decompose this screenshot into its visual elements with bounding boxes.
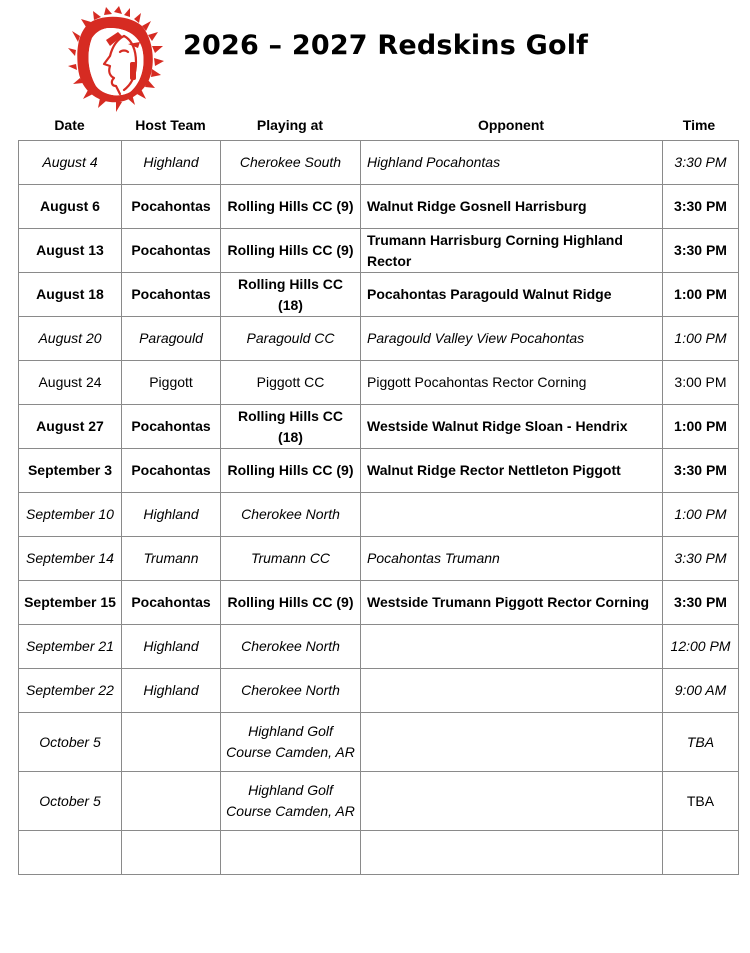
time-cell: 1:00 PM	[663, 405, 739, 449]
host-cell: Pocahontas	[122, 185, 221, 229]
time-cell	[663, 831, 739, 875]
date-cell: August 27	[19, 405, 122, 449]
table-row	[19, 317, 739, 361]
opponent-cell	[361, 493, 663, 537]
time-cell: 3:30 PM	[663, 185, 739, 229]
table-row	[19, 449, 739, 493]
time-cell: 1:00 PM	[663, 493, 739, 537]
host-cell	[122, 713, 221, 772]
host-cell: Pocahontas	[122, 273, 221, 317]
venue-cell: Rolling Hills CC (9)	[221, 581, 361, 625]
opponent-cell: Walnut Ridge Rector Nettleton Piggott	[361, 449, 663, 493]
column-header-playing-at: Playing at	[256, 117, 324, 133]
opponent-cell: Paragould Valley View Pocahontas	[361, 317, 663, 361]
host-cell	[122, 831, 221, 875]
schedule-table	[18, 140, 739, 875]
time-cell: 3:00 PM	[663, 361, 739, 405]
venue-cell: Rolling Hills CC (9)	[221, 229, 361, 273]
table-row	[19, 141, 739, 185]
table-row	[19, 625, 739, 669]
host-cell: Highland	[122, 669, 221, 713]
time-cell: 1:00 PM	[663, 273, 739, 317]
date-cell	[19, 831, 122, 875]
table-row	[19, 581, 739, 625]
table-row	[19, 537, 739, 581]
date-cell: September 21	[19, 625, 122, 669]
time-cell: TBA	[663, 772, 739, 831]
indian-headdress-logo	[66, 6, 166, 114]
opponent-cell: Pocahontas Paragould Walnut Ridge	[361, 273, 663, 317]
venue-cell: Rolling Hills CC (9)	[221, 449, 361, 493]
table-row	[19, 493, 739, 537]
date-cell: October 5	[19, 713, 122, 772]
date-cell: September 22	[19, 669, 122, 713]
venue-cell: Rolling Hills CC (18)	[221, 273, 361, 317]
date-cell: August 24	[19, 361, 122, 405]
venue-cell: Cherokee North	[221, 669, 361, 713]
date-cell: August 6	[19, 185, 122, 229]
host-cell: Highland	[122, 141, 221, 185]
date-cell: August 13	[19, 229, 122, 273]
column-header-date: Date	[54, 117, 85, 133]
venue-cell: Trumann CC	[221, 537, 361, 581]
host-cell: Pocahontas	[122, 229, 221, 273]
venue-cell	[221, 713, 361, 772]
opponent-cell: Pocahontas Trumann	[361, 537, 663, 581]
opponent-cell: Highland Pocahontas	[361, 141, 663, 185]
host-cell: Pocahontas	[122, 449, 221, 493]
page-title: 2026 – 2027 Redskins Golf	[183, 30, 589, 61]
venue-line: Highland Golf	[248, 723, 333, 739]
opponent-cell	[361, 831, 663, 875]
opponent-cell: Trumann Harrisburg Corning Highland Rector	[361, 229, 663, 273]
date-cell: September 10	[19, 493, 122, 537]
table-row	[19, 405, 739, 449]
venue-cell: Cherokee North	[221, 493, 361, 537]
host-cell: Highland	[122, 625, 221, 669]
table-row	[19, 229, 739, 273]
date-cell: September 15	[19, 581, 122, 625]
host-cell: Pocahontas	[122, 405, 221, 449]
host-cell	[122, 772, 221, 831]
column-header-opponent: Opponent	[477, 117, 545, 133]
time-cell: 3:30 PM	[663, 229, 739, 273]
table-row	[19, 273, 739, 317]
column-header-time: Time	[682, 117, 716, 133]
date-cell: August 4	[19, 141, 122, 185]
table-row	[19, 713, 739, 772]
date-cell: September 14	[19, 537, 122, 581]
time-cell: 3:30 PM	[663, 141, 739, 185]
opponent-cell: Walnut Ridge Gosnell Harrisburg	[361, 185, 663, 229]
date-cell: August 20	[19, 317, 122, 361]
venue-line: Course Camden, AR	[226, 803, 355, 819]
time-cell: 3:30 PM	[663, 537, 739, 581]
time-cell: 3:30 PM	[663, 449, 739, 493]
date-cell: September 3	[19, 449, 122, 493]
host-cell: Piggott	[122, 361, 221, 405]
venue-cell: Rolling Hills CC (9)	[221, 185, 361, 229]
time-cell: 12:00 PM	[663, 625, 739, 669]
time-cell: 1:00 PM	[663, 317, 739, 361]
opponent-cell: Piggott Pocahontas Rector Corning	[361, 361, 663, 405]
time-cell: TBA	[663, 713, 739, 772]
host-cell: Highland	[122, 493, 221, 537]
column-header-host-team: Host Team	[135, 117, 206, 133]
venue-cell	[221, 772, 361, 831]
opponent-cell	[361, 713, 663, 772]
venue-line: Highland Golf	[248, 782, 333, 798]
venue-cell: Paragould CC	[221, 317, 361, 361]
opponent-cell	[361, 669, 663, 713]
table-row	[19, 361, 739, 405]
opponent-cell	[361, 625, 663, 669]
venue-cell	[221, 831, 361, 875]
time-cell: 3:30 PM	[663, 581, 739, 625]
venue-cell: Piggott CC	[221, 361, 361, 405]
table-row	[19, 185, 739, 229]
table-row	[19, 831, 739, 875]
opponent-cell: Westside Trumann Piggott Rector Corning	[361, 581, 663, 625]
opponent-cell: Westside Walnut Ridge Sloan - Hendrix	[361, 405, 663, 449]
host-cell: Pocahontas	[122, 581, 221, 625]
table-row	[19, 772, 739, 831]
venue-cell: Cherokee North	[221, 625, 361, 669]
venue-cell: Cherokee South	[221, 141, 361, 185]
date-cell: August 18	[19, 273, 122, 317]
time-cell: 9:00 AM	[663, 669, 739, 713]
venue-line: Course Camden, AR	[226, 744, 355, 760]
host-cell: Trumann	[122, 537, 221, 581]
host-cell: Paragould	[122, 317, 221, 361]
date-cell: October 5	[19, 772, 122, 831]
venue-cell: Rolling Hills CC (18)	[221, 405, 361, 449]
opponent-cell	[361, 772, 663, 831]
table-row	[19, 669, 739, 713]
